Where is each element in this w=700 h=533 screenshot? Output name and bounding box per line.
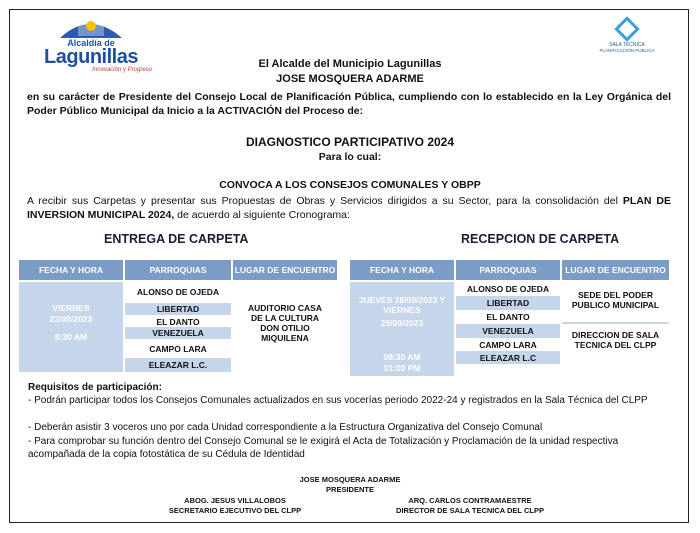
logo-line1: Alcaldía de: [67, 38, 115, 48]
intro-paragraph: [27, 91, 671, 118]
recepcion-parroquia-2: EL DANTO: [486, 312, 530, 322]
recepcion-title: RECEPCION DE CARPETA: [461, 232, 620, 246]
entrega-header-lugar: LUGAR DE ENCUENTRO: [233, 260, 337, 280]
recepcion-lugar1: SEDE DEL PODER PUBLICO MUNICIPAL: [571, 290, 660, 310]
recepcion-parroquia-3: VENEZUELA: [482, 326, 534, 336]
signature-presidente-role: PRESIDENTE: [326, 485, 374, 494]
logo-line2: Lagunillas: [44, 46, 138, 68]
requisito-item-1: - Deberán asistir 3 voceros uno por cada Unidad correspondiente a la Estructura Organizativa del Consejo Comunal: [28, 422, 543, 433]
recepcion-parroquia-1: LIBERTAD: [486, 298, 530, 308]
intro-text-a: en su carácter de Presidente del Consejo Local de Planificación Pública, cumpliendo con lo establecido en la Ley Orgánica del Poder Público Municipal da Inicio a la: [27, 91, 671, 117]
signature-director-role: DIRECTOR DE SALA TECNICA DEL CLPP: [396, 506, 544, 515]
header-line1: El Alcalde del Municipio Lagunillas: [258, 58, 442, 70]
requisitos-title: Requisitos de participación:: [28, 382, 162, 393]
recepcion-fecha-hora1: 08:30 AM: [383, 352, 421, 362]
header-line2: JOSE MOSQUERA ADARME: [276, 73, 424, 85]
logo-right-line2: PLANIFICACIÓN PÚBLICA: [599, 48, 655, 53]
recepcion-fecha-hora2: 01:00 PM: [383, 363, 421, 373]
signature-secretario-role: SECRETARIO EJECUTIVO DEL CLPP: [168, 506, 302, 515]
signature-presidente-name: JOSE MOSQUERA ADARME: [299, 475, 401, 484]
entrega-parroquia-4: CAMPO LARA: [149, 344, 207, 354]
document-subtitle: Para lo cual:: [318, 151, 382, 163]
recepcion-header-lugar: LUGAR DE ENCUENTRO: [562, 260, 669, 280]
logo-tagline: Innovación y Progreso: [92, 67, 152, 73]
body-paragraph: [27, 195, 671, 222]
recepcion-header-fecha: FECHA Y HORA: [350, 260, 454, 280]
entrega-parroquia-1: LIBERTAD: [156, 304, 200, 314]
recepcion-header-parroquias: PARROQUIAS: [456, 260, 560, 280]
document-title: DIAGNOSTICO PARTICIPATIVO 2024: [245, 135, 455, 149]
body-text-a: A recibir sus Carpetas y presentar sus Propuestas de Obras y Servicios dirigidos a su Sector, para la consolidación del: [27, 195, 623, 207]
signature-director-name: ARQ. CARLOS CONTRAMAESTRE: [408, 496, 532, 505]
entrega-fecha-date: 22/09/2023: [49, 314, 93, 324]
requisito-item-0: - Podrán participar todos los Consejos Comunales actualizados en sus vocerías periodo 2022-24 y registrados en la Sala Técnica del CLPP: [28, 395, 648, 406]
recepcion-fecha-days: JUEVES 28/09/2023 Y VIERNES: [358, 295, 446, 315]
intro-text-b: ACTIVACIÓN: [217, 104, 282, 117]
planificacion-publica-logo: [593, 20, 661, 60]
entrega-lugar: AUDITORIO CASA DE LA CULTURA DON OTILIO MIQUILENA: [248, 303, 322, 343]
recepcion-parroquia-0: ALONSO DE OJEDA: [466, 284, 550, 294]
recepcion-parroquia-4: CAMPO LARA: [479, 339, 537, 350]
recepcion-fecha-date: 29/09/2023: [380, 318, 424, 328]
entrega-header-fecha: FECHA Y HORA: [19, 260, 123, 280]
convoca-heading: CONVOCA A LOS CONSEJOS COMUNALES Y OBPP: [219, 179, 481, 191]
entrega-fecha-hora: 8:30 AM: [54, 332, 88, 342]
entrega-title: ENTREGA DE CARPETA: [104, 232, 249, 246]
entrega-fecha-day: VIERNES: [52, 303, 90, 313]
entrega-fecha-cell: [19, 282, 123, 372]
entrega-header-parroquias: PARROQUIAS: [125, 260, 231, 280]
entrega-parroquia-2: EL DANTO: [156, 317, 200, 327]
entrega-parroquia-3: VENEZUELA: [152, 328, 204, 338]
recepcion-lugar2: DIRECCION DE SALA TECNICA DEL CLPP: [571, 330, 660, 350]
recepcion-parroquia-5: ELEAZAR L.C: [479, 352, 537, 363]
diamond-logo-icon: [614, 16, 639, 41]
entrega-parroquia-5: ELEAZAR L.C.: [148, 360, 208, 370]
signature-secretario-name: ABOG. JESUS VILLALOBOS: [184, 496, 286, 505]
intro-text-c: del Proceso de:: [281, 104, 364, 117]
requisito-item-2: - Para comprobar su función dentro del Consejo Comunal se le exigirá el Acta de Totalización y Proclamación de la unidad respectiva acompañada de la copia fotostática de su Cédula de Identidad: [28, 436, 619, 460]
body-text-b: PLAN DE INVERSION MUNICIPAL 2024,: [27, 195, 671, 221]
entrega-parroquia-0: ALONSO DE OJEDA: [136, 287, 220, 297]
logo-right-line1: SALA TECNICA: [609, 42, 645, 48]
body-text-c: de acuerdo al siguiente Cronograma:: [174, 208, 350, 221]
